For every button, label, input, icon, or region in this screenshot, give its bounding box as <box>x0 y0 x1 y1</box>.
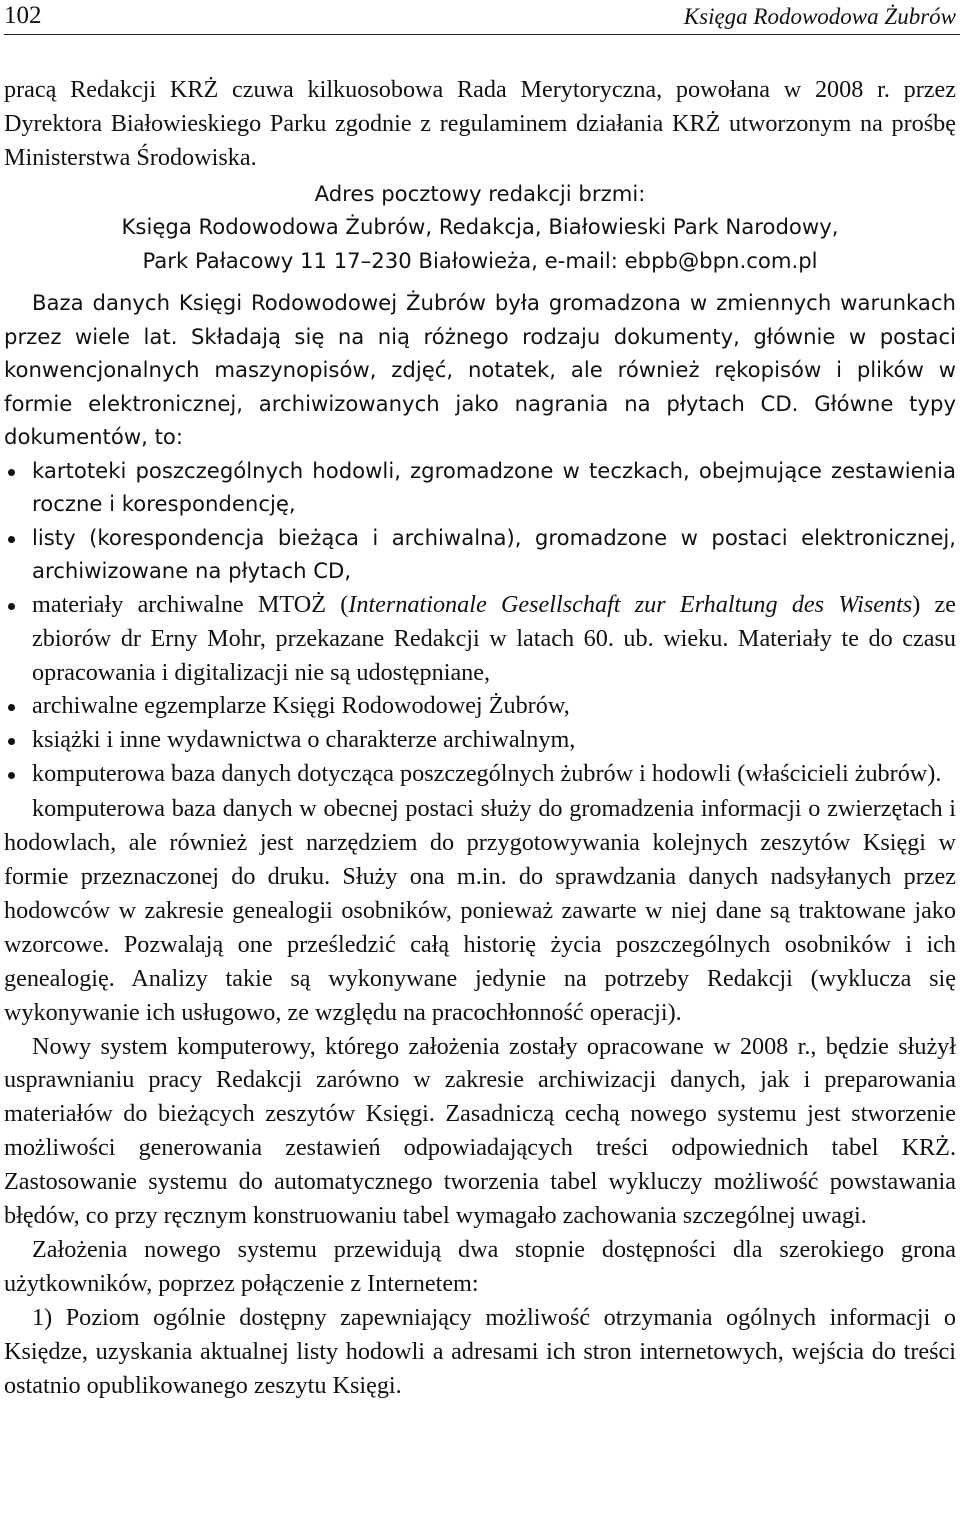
database-paragraph <box>4 286 956 454</box>
bullet-icon <box>8 536 15 543</box>
address-line-3: Park Pałacowy 11 17–230 Białowieża, e-mail: ebpb@bpn.com.pl <box>142 247 818 273</box>
list-item: komputerowa baza danych dotycząca poszczególnych żubrów i hodowli (właścicieli żubrów). <box>4 757 956 791</box>
intro-paragraph: pracą Redakcji KRŻ czuwa kilkuosobowa Rada Merytoryczna, powołana w 2008 r. przez Dyrektora Białowieskiego Parku zgodnie z regulaminem działania KRŻ utworzonym na prośbę Ministerstwa Środowiska. <box>4 76 956 171</box>
bullet-icon <box>8 772 15 779</box>
database-sans-text-3: Główne typy dokumentów, to: <box>4 390 957 450</box>
list-item: kartoteki poszczególnych hodowli, zgromadzone w teczkach, obejmujące zestawienia roczne i korespondencję, <box>4 454 956 521</box>
bullet-icon <box>8 469 15 476</box>
address-block <box>4 177 956 278</box>
bullet-icon <box>8 738 15 745</box>
bullet-icon <box>8 603 15 610</box>
address-line-2: Księga Rodowodowa Żubrów, Redakcja, Białowieski Park Narodowy, <box>121 214 839 240</box>
list-item: archiwalne egzemplarze Księgi Rodowodowej Żubrów, <box>4 689 956 723</box>
page-header <box>4 0 960 35</box>
bullet-icon <box>8 704 15 711</box>
list-item: książki i inne wydawnictwa o charakterze archiwalnym, <box>4 723 956 757</box>
body-paragraph-2: Nowy system komputerowy, którego założenia zostały opracowane w 2008 r., będzie służył usprawnianiu pracy Redakcji zarówno w zakresie archiwizacji danych, jak i preparowania materiałów do bieżących zeszytów Księgi. Zasadniczą cechą nowego systemu jest stworzenie możliwości generowania zestawień odpowiadających treści odpowiednich tabel KRŻ. Zastosowanie systemu do automatycznego tworzenia tabel wykluczy możliwość powstawania błędów, co przy ręcznym konstruowaniu tabel wymagało zachowania szczególnej uwagi. <box>4 1032 956 1230</box>
document-types-list <box>4 454 956 791</box>
database-sans-text: Baza danych Księgi Rodowodowej Żubrów była gromadzona w zmiennych warunkach przez wiele lat. <box>4 290 956 349</box>
database-sans-text-2: Składają się na nią różnego rodzaju dokumenty, głównie w postaci konwencjonalnych maszynopisów, zdjęć, notatek, ale również rękopisów i plików w formie elektronicznej, archiwizowanych jako nagrania na płytach CD. <box>4 323 956 416</box>
body-paragraph-3: Założenia nowego systemu przewidują dwa stopnie dostępności dla szerokiego grona użytkowników, poprzez połączenie z Internetem: <box>4 1235 956 1297</box>
body-paragraph-1: komputerowa baza danych w obecnej postaci służy do gromadzenia informacji o zwierzętach i hodowlach, ale również jest narzędziem do przygotowywania kolejnych zeszytów Księgi w formie przeznaczonej do druku. Służy ona m.in. do sprawdzania danych nadsyłanych przez hodowców w zakresie genealogii osobników, ponieważ zawarte w niej dane są traktowane jako wzorcowe. Pozwalają one prześledzić całą historię życia poszczególnych osobników i ich genealogię. Analizy takie są wykonywane jedynie na potrzeby Redakcji (wyklucza się wykonywanie ich usługowo, ze względu na pracochłonność operacji). <box>4 795 956 1026</box>
list-item: materiały archiwalne MTOŻ (Internationale Gesellschaft zur Erhaltung des Wisents) ze zbiorów dr Erny Mohr, przekazane Redakcji w latach 60. ub. wieku. Materiały te do czasu opracowania i digitalizacji nie są udostępniane, <box>4 588 956 690</box>
page-number: 102 <box>4 2 42 29</box>
body-paragraph-4: 1) Poziom ogólnie dostępny zapewniający możliwość otrzymania ogólnych informacji o Księdze, uzyskania aktualnej listy hodowli a adresami ich stron internetowych, wejścia do treści ostatnio opublikowanego zeszytu Księgi. <box>4 1303 956 1399</box>
italic-title: Internationale Gesellschaft zur Erhaltung des Wisents <box>348 590 913 618</box>
list-item: listy (korespondencja bieżąca i archiwalna), gromadzone w postaci elektronicznej, archiwizowane na płytach CD, <box>4 521 956 588</box>
address-line-1: Adres pocztowy redakcji brzmi: <box>314 180 646 206</box>
running-title: Księga Rodowodowa Żubrów <box>683 4 956 29</box>
